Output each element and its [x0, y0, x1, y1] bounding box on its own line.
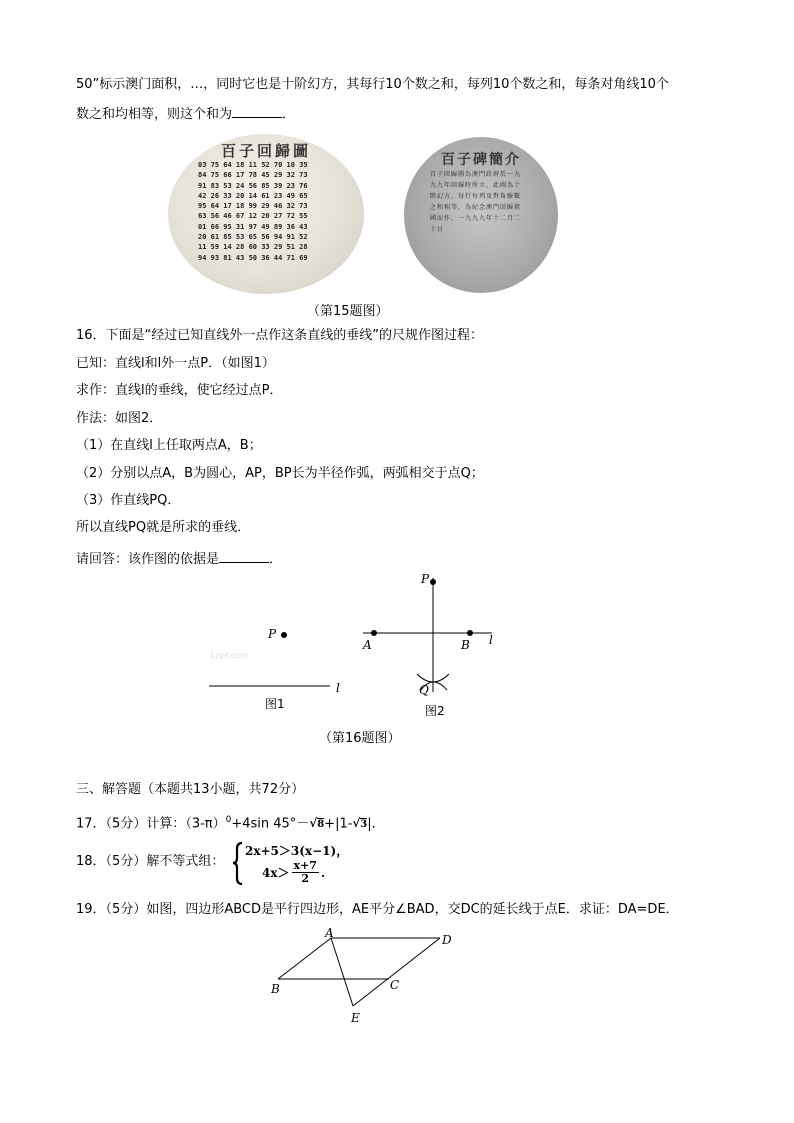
p18-prefix: 18．（5分）解不等式组： — [76, 854, 225, 869]
p17-abs-open: +|1- — [324, 816, 353, 832]
p16-line: 已知：直线l和l外一点P．（如图1） — [76, 356, 275, 371]
p17-exponent: 0 — [225, 815, 232, 825]
fig1-label-p: P — [268, 627, 277, 641]
p18-ineq2 — [262, 860, 325, 885]
disc1-title: 百子回歸圖 — [220, 142, 311, 160]
fig1-label-l: l — [336, 681, 340, 695]
fig2-label-p: P — [421, 572, 430, 586]
p15-line1: 50”标示澳门面积，…，同时它也是十阶幻方，其每行10个数之和，每列10个数之和，每条对角线10个 — [76, 77, 669, 92]
magic-square-row: 84 75 66 17 78 45 29 32 73 — [198, 171, 308, 180]
disc2-title: 百子碑簡介 — [441, 152, 521, 168]
magic-square-row: 91 83 53 24 56 85 39 23 76 — [198, 181, 308, 190]
p19-parallelogram-figure — [265, 922, 465, 1032]
magic-square-grid — [198, 160, 308, 263]
segment-de — [353, 938, 440, 1006]
p18-ineq2-numerator: x+7 — [293, 859, 317, 872]
figure-1 — [200, 620, 360, 715]
p16-line: （3）作直线PQ． — [76, 493, 181, 508]
fig2-label-q: Q — [419, 683, 429, 697]
p16-line: 所以直线PQ就是所求的垂线． — [76, 520, 251, 535]
p15-line2 — [76, 104, 295, 124]
fig2-label-a: A — [363, 638, 372, 652]
magic-square-row: 01 66 95 31 97 49 89 36 43 — [198, 222, 308, 231]
p17-sqrt8: √8 — [309, 816, 325, 831]
segment-ab — [278, 938, 331, 979]
p18-ineq1-tail: ， — [336, 844, 349, 858]
magic-square-row: 42 26 33 20 14 61 23 49 65 — [198, 191, 308, 200]
stele-inscription: 百子回歸圖為澳門政府於一九九九年回歸時所立，此圖為十階幻方，每行每列及對角線數之和相等，為紀念澳門回歸祖國而作。一九九九年十二月二十日 — [430, 171, 522, 233]
p15-answer-blank[interactable] — [232, 104, 282, 118]
stele-disc — [404, 137, 558, 293]
fig1-watermark: 1ppt.com — [210, 651, 249, 660]
fig1-point-p — [281, 632, 287, 638]
p17-line — [76, 811, 385, 834]
figure-2 — [355, 570, 505, 720]
p18-ineq2-fraction — [292, 860, 319, 885]
section3-heading: 三、解答题（本题共13小题，共72分） — [76, 782, 305, 797]
p16-line: （1）在直线l上任取两点A，B； — [76, 438, 262, 453]
p15-line2-text: 数之和均相等，则这个和为 — [76, 107, 233, 122]
p19-label-d: D — [442, 933, 452, 947]
p17-sqrt3-radicand: 3 — [360, 819, 368, 831]
p16-answer-blank[interactable] — [219, 549, 269, 563]
p17-mid: +4sin 45°－ — [231, 816, 310, 832]
p16-line: 16．下面是“经过已知直线外一点作这条直线的垂线”的尺规作图过程： — [76, 328, 484, 343]
p15-caption: （第15题图） — [307, 304, 389, 319]
magic-square-row: 94 93 81 43 50 36 44 71 69 — [198, 253, 308, 262]
magic-square-row: 95 64 17 18 99 29 46 32 73 — [198, 202, 308, 211]
p17-sqrt8-radicand: 8 — [317, 819, 325, 831]
p19-label-e: E — [351, 1011, 360, 1025]
p18-ineq2-tail: . — [320, 865, 326, 880]
fig1-caption: 图1 — [265, 697, 285, 711]
p18-ineq1 — [245, 842, 348, 859]
magic-square-row: 63 56 46 67 12 20 27 72 55 — [198, 212, 308, 221]
p16-caption: （第16题图） — [319, 731, 401, 746]
p16-line: （2）分别以点A，B为圆心，AP，BP长为半径作弧，两弧相交于点Q； — [76, 466, 484, 481]
p18-ineq1-expr: 2x+5＞3(x−1) — [245, 844, 337, 858]
fig2-label-l: l — [489, 633, 493, 647]
segment-ae — [331, 938, 353, 1006]
p17-abs-close: |． — [367, 816, 385, 832]
p17-sqrt3: √3 — [352, 816, 368, 831]
p15-line2-end: ． — [282, 107, 296, 122]
magic-square-disc — [168, 134, 364, 294]
fig2-label-b: B — [461, 638, 470, 652]
brace-icon — [233, 843, 242, 884]
p19-label-c: C — [390, 978, 400, 992]
p18-ineq2-denominator: 2 — [301, 872, 310, 885]
p16-line: 求作：直线l的垂线，使它经过点P． — [76, 383, 283, 398]
p16-answer-text: 请回答：该作图的依据是 — [76, 552, 220, 567]
fig2-point-a — [371, 630, 377, 636]
magic-square-row: 20 61 85 53 65 56 94 91 52 — [198, 233, 308, 242]
magic-square-row: 11 59 14 28 60 33 29 51 28 — [198, 243, 308, 252]
p19-label-a: A — [325, 926, 334, 940]
p16-answer-line — [76, 549, 282, 569]
magic-square-row: 03 75 64 18 11 52 70 10 35 — [198, 161, 308, 169]
fig2-point-b — [467, 630, 473, 636]
p16-line: 作法：如图2． — [76, 411, 163, 426]
p19-label-b: B — [271, 982, 280, 996]
p19-text: 19．（5分）如图，四边形ABCD是平行四边形，AE平分∠BAD，交DC的延长线于点E．求证：DA=DE． — [76, 902, 679, 917]
p18-ineq2-lhs: 4x＞ — [262, 866, 290, 880]
p17-prefix: 17．（5分）计算：（3-π） — [76, 816, 226, 832]
p16-answer-end: ． — [269, 552, 283, 567]
fig2-caption: 图2 — [425, 704, 445, 718]
